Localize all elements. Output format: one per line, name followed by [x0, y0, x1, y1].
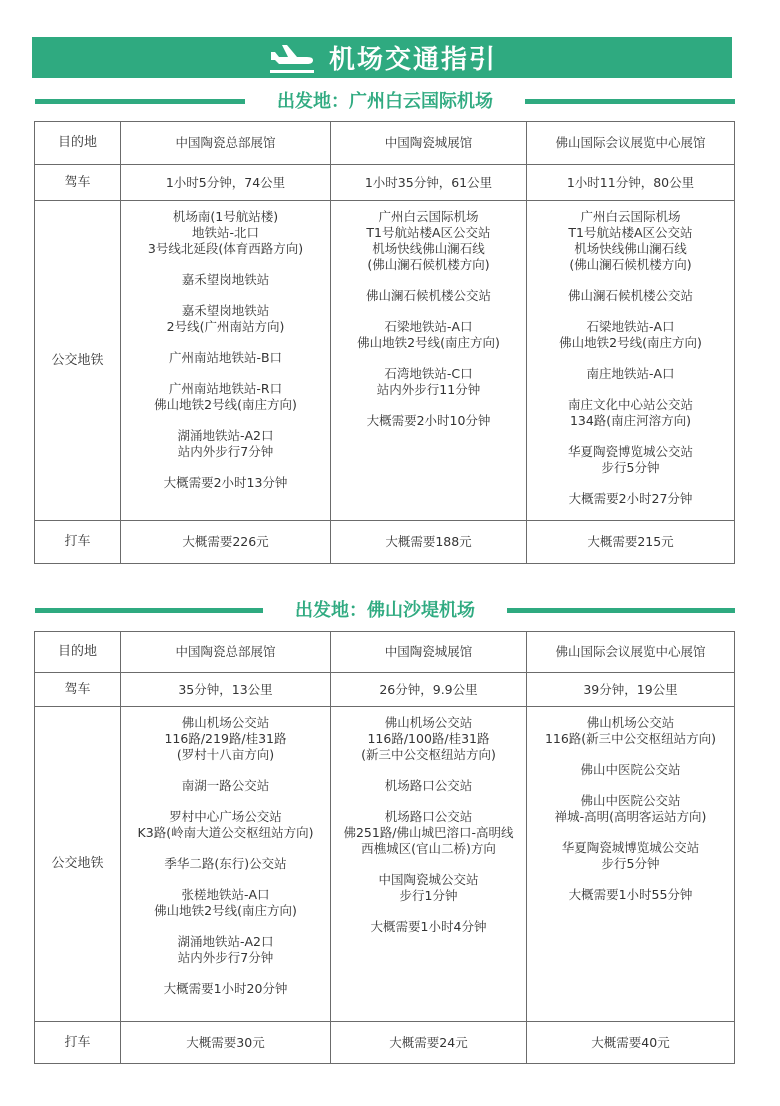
row-label: 目的地: [35, 122, 121, 165]
transit-line: 广州白云国际机场: [378, 209, 479, 224]
transit-line: 佛山地铁2号线(南庄方向): [357, 335, 500, 350]
transit-step: [125, 350, 326, 366]
transit-line: 机场快线佛山澜石线: [372, 241, 485, 256]
taxi-cell: 大概需要188元: [331, 521, 527, 564]
drive-cell: 26分钟，9.9公里: [331, 673, 527, 707]
transit-line: (罗村十八亩方向): [176, 747, 275, 762]
transit-duration: 大概需要1小时55分钟: [568, 887, 693, 902]
drive-cell: 1小时5分钟，74公里: [121, 165, 331, 201]
transit-step: [531, 366, 730, 382]
transit-step: [335, 366, 522, 398]
transit-step: [531, 762, 730, 778]
transit-line: 116路/219路/桂31路: [164, 731, 287, 746]
transit-line: 华夏陶瓷城博览城公交站: [561, 840, 700, 855]
transit-line: 佛山中医院公交站: [580, 762, 681, 777]
transit-line: 站内外步行7分钟: [177, 444, 274, 459]
transit-line: T1号航站楼A区公交站: [366, 225, 491, 240]
transit-line: 广州南站地铁站-B口: [168, 350, 283, 365]
transit-step: [125, 428, 326, 460]
transit-cell: [527, 201, 735, 521]
transit-cell: [331, 707, 527, 1022]
transit-step: [125, 981, 326, 997]
transit-line: 佛山机场公交站: [181, 715, 270, 730]
transit-line: 站内外步行11分钟: [376, 382, 481, 397]
transit-step: [125, 715, 326, 763]
transit-step: [335, 209, 522, 273]
transit-cell: [527, 707, 735, 1022]
table-row-taxi: [35, 521, 735, 564]
header-banner: [32, 37, 732, 78]
transit-line: 南庄地铁站-A口: [586, 366, 675, 381]
transit-line: 华夏陶瓷博览城公交站: [567, 444, 693, 459]
transit-step: [335, 809, 522, 857]
transit-cell: [121, 707, 331, 1022]
transit-line: 佛山机场公交站: [384, 715, 473, 730]
transit-line: 石梁地铁站-A口: [586, 319, 675, 334]
transit-line: 佛251路/佛山城巴溶口-高明线: [343, 825, 514, 840]
transit-step: [125, 887, 326, 919]
transit-line: 石梁地铁站-A口: [384, 319, 473, 334]
transit-step: [531, 319, 730, 351]
transit-step: [125, 934, 326, 966]
destination-cell: 中国陶瓷总部展馆: [121, 632, 331, 673]
transit-line: 佛山地铁2号线(南庄方向): [154, 903, 297, 918]
transit-step: [531, 840, 730, 872]
transit-line: 机场路口公交站: [384, 809, 473, 824]
table-row-drive: [35, 165, 735, 201]
drive-cell: 39分钟，19公里: [527, 673, 735, 707]
table-row-destination: [35, 632, 735, 673]
transit-duration: 大概需要2小时27分钟: [568, 491, 693, 506]
transit-step: [531, 793, 730, 825]
transit-step: [531, 715, 730, 747]
transit-step: [335, 288, 522, 304]
drive-cell: 1小时11分钟，80公里: [527, 165, 735, 201]
transit-step: [531, 288, 730, 304]
destination-cell: 中国陶瓷城展馆: [331, 122, 527, 165]
transit-line: 134路(南庄河溶方向): [569, 413, 692, 428]
transit-line: 佛山澜石候机楼公交站: [365, 288, 491, 303]
transit-line: 步行5分钟: [601, 856, 660, 871]
transit-step: [531, 209, 730, 273]
transit-line: K3路(岭南大道公交枢纽站方向): [137, 825, 314, 840]
transit-line: 佛山地铁2号线(南庄方向): [154, 397, 297, 412]
transit-line: 116路(新三中公交枢纽站方向): [544, 731, 717, 746]
transit-step: [335, 319, 522, 351]
section-heading-shadi: [35, 598, 735, 624]
transit-step: [125, 809, 326, 841]
transit-line: 3号线北延段(体育西路方向): [147, 241, 304, 256]
airplane-icon: [267, 40, 319, 76]
transit-line: 南庄文化中心站公交站: [567, 397, 693, 412]
row-label: 打车: [35, 521, 121, 564]
table-row-taxi: [35, 1022, 735, 1064]
transit-step: [125, 303, 326, 335]
transit-line: 嘉禾望岗地铁站: [181, 303, 270, 318]
row-label: 公交地铁: [35, 707, 121, 1022]
transit-line: 禅城-高明(高明客运站方向): [554, 809, 707, 824]
table-row-destination: [35, 122, 735, 165]
transit-line: 机场快线佛山澜石线: [574, 241, 687, 256]
transit-line: 湖涌地铁站-A2口: [177, 428, 274, 443]
transit-duration: 大概需要1小时20分钟: [163, 981, 288, 996]
row-label: 驾车: [35, 673, 121, 707]
transit-line: 116路/100路/桂31路: [367, 731, 490, 746]
row-label: 公交地铁: [35, 201, 121, 521]
transit-line: 湖涌地铁站-A2口: [177, 934, 274, 949]
transit-step: [125, 381, 326, 413]
table-row-drive: [35, 673, 735, 707]
destination-cell: 中国陶瓷总部展馆: [121, 122, 331, 165]
transit-duration: 大概需要2小时10分钟: [366, 413, 491, 428]
transit-line: 广州南站地铁站-R口: [168, 381, 283, 396]
transit-line: 佛山澜石候机楼公交站: [567, 288, 693, 303]
transit-step: [335, 872, 522, 904]
transit-step: [335, 778, 522, 794]
transit-step: [335, 919, 522, 935]
transit-duration: 大概需要1小时4分钟: [370, 919, 487, 934]
transit-line: 2号线(广州南站方向): [166, 319, 285, 334]
transit-step: [531, 397, 730, 429]
transit-line: (新三中公交枢纽站方向): [361, 747, 496, 762]
section-heading-baiyun: [35, 89, 735, 115]
row-label: 驾车: [35, 165, 121, 201]
transit-step: [335, 413, 522, 429]
drive-cell: 1小时35分钟，61公里: [331, 165, 527, 201]
destination-cell: 佛山国际会议展览中心展馆: [527, 122, 735, 165]
departure-label: 出发地：佛山沙堤机场: [295, 600, 475, 621]
row-label: 目的地: [35, 632, 121, 673]
transit-line: 机场南(1号航站楼): [172, 209, 279, 224]
taxi-cell: 大概需要40元: [527, 1022, 735, 1064]
transit-cell: [331, 201, 527, 521]
page-title: 机场交通指引: [328, 45, 497, 75]
transit-cell: [121, 201, 331, 521]
transit-line: 中国陶瓷城公交站: [378, 872, 479, 887]
route-table-shadi: [34, 631, 735, 1064]
transit-step: [125, 856, 326, 872]
taxi-cell: 大概需要24元: [331, 1022, 527, 1064]
transit-line: 佛山地铁2号线(南庄方向): [559, 335, 702, 350]
transit-step: [531, 444, 730, 476]
transit-line: 石湾地铁站-C口: [384, 366, 473, 381]
transit-line: 步行5分钟: [601, 460, 660, 475]
transit-line: 广州白云国际机场: [580, 209, 681, 224]
transit-step: [125, 209, 326, 257]
transit-line: 佛山中医院公交站: [580, 793, 681, 808]
table-row-transit: [35, 707, 735, 1022]
departure-label: 出发地：广州白云国际机场: [277, 91, 493, 112]
transit-step: [531, 491, 730, 507]
transit-line: 佛山机场公交站: [586, 715, 675, 730]
transit-line: 罗村中心广场公交站: [169, 809, 282, 824]
transit-duration: 大概需要2小时13分钟: [163, 475, 288, 490]
row-label: 打车: [35, 1022, 121, 1064]
transit-step: [125, 778, 326, 794]
taxi-cell: 大概需要30元: [121, 1022, 331, 1064]
destination-cell: 中国陶瓷城展馆: [331, 632, 527, 673]
taxi-cell: 大概需要215元: [527, 521, 735, 564]
destination-cell: 佛山国际会议展览中心展馆: [527, 632, 735, 673]
transit-line: 南湖一路公交站: [181, 778, 270, 793]
table-row-transit: [35, 201, 735, 521]
transit-line: 步行1分钟: [399, 888, 458, 903]
route-table-baiyun: [34, 121, 735, 564]
taxi-cell: 大概需要226元: [121, 521, 331, 564]
transit-line: 季华二路(东行)公交站: [164, 856, 287, 871]
drive-cell: 35分钟，13公里: [121, 673, 331, 707]
transit-line: 站内外步行7分钟: [177, 950, 274, 965]
transit-line: (佛山澜石候机楼方向): [367, 257, 490, 272]
transit-step: [335, 715, 522, 763]
transit-step: [125, 475, 326, 491]
transit-line: 张槎地铁站-A口: [181, 887, 270, 902]
transit-line: (佛山澜石候机楼方向): [569, 257, 692, 272]
transit-line: T1号航站楼A区公交站: [568, 225, 693, 240]
transit-line: 机场路口公交站: [384, 778, 473, 793]
transit-line: 嘉禾望岗地铁站: [181, 272, 270, 287]
transit-line: 地铁站-北口: [191, 225, 259, 240]
transit-step: [531, 887, 730, 903]
transit-line: 西樵城区(官山二桥)方向: [361, 841, 496, 856]
transit-step: [125, 272, 326, 288]
